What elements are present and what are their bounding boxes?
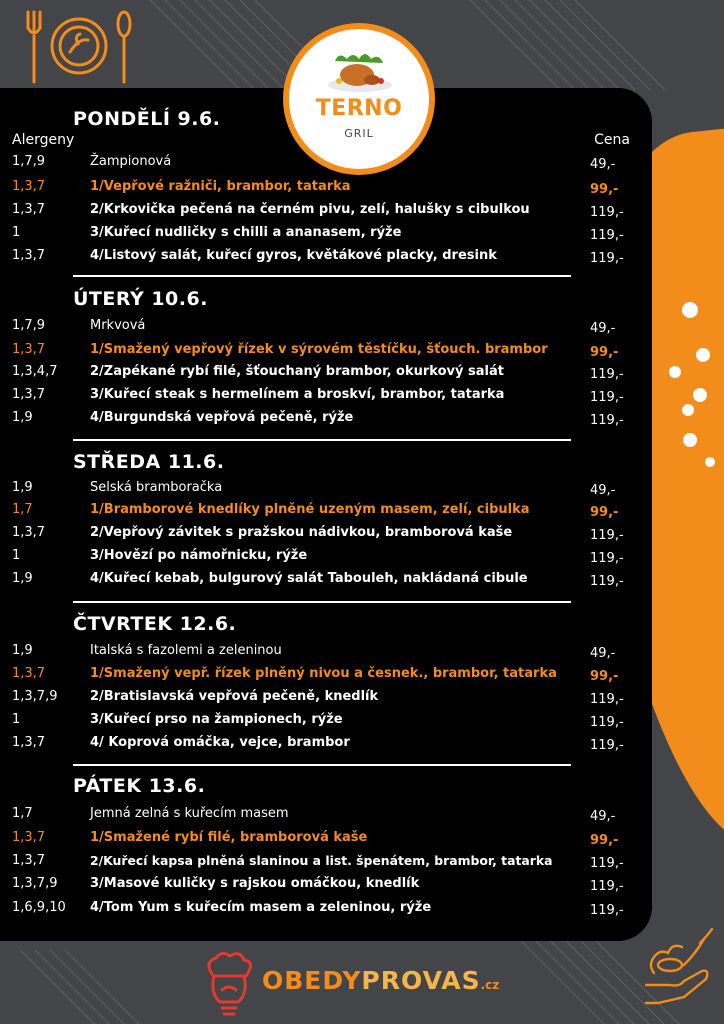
allergens: 1,7 (12, 806, 33, 821)
menu-row (0, 733, 652, 755)
allergens-header: Alergeny (12, 132, 75, 148)
allergens: 1 (12, 548, 21, 563)
price: 119,- (590, 551, 624, 566)
dish-name: Selská bramboračka (90, 480, 223, 495)
price: 49,- (590, 157, 616, 172)
price: 119,- (590, 367, 624, 382)
dish-name: 4/Listový salát, kuřecí gyros, květákové placky, dresink (90, 248, 497, 263)
dish-name: 3/Kuřecí steak s hermelínem a broskví, brambor, tatarka (90, 387, 505, 402)
allergens: 1,3,7,9 (12, 876, 58, 891)
menu-row (0, 898, 652, 920)
day-title: PÁTEK 13.6. (73, 775, 206, 797)
allergens: 1,3,7 (12, 179, 46, 194)
allergens: 1,6,9,10 (12, 900, 66, 915)
price: 119,- (590, 574, 624, 589)
menu-row (0, 874, 652, 896)
menu-row (0, 664, 652, 686)
allergens: 1,3,7 (12, 202, 46, 217)
price: 119,- (590, 856, 624, 871)
day-title: PONDĚLÍ 9.6. (73, 108, 221, 130)
menu-row (0, 828, 652, 850)
allergens: 1,7 (12, 502, 33, 517)
dish-name: 1/Smažený vepřový řízek v sýrovém těstíčku, šťouch. brambor (90, 342, 548, 357)
allergens: 1,9 (12, 410, 33, 425)
price: 119,- (590, 692, 624, 707)
price: 49,- (590, 321, 616, 336)
dish-name: Jemná zelná s kuřecím masem (90, 806, 289, 821)
section-divider (73, 601, 571, 603)
price: 119,- (590, 413, 624, 428)
menu-row (0, 362, 652, 384)
menu-row (0, 385, 652, 407)
menu-row (0, 223, 652, 245)
footer-brand (262, 966, 499, 995)
logo-subtitle: GRIL (344, 127, 374, 140)
day-title: ÚTERÝ 10.6. (73, 288, 208, 310)
menu-row (0, 152, 652, 174)
dish-name: 2/Vepřový závitek s pražskou nádivkou, bramborová kaše (90, 525, 513, 540)
allergens: 1 (12, 225, 21, 240)
menu-row (0, 340, 652, 362)
brand-tld: .cz (480, 978, 500, 992)
menu-row (0, 523, 652, 545)
price: 119,- (590, 390, 624, 405)
menu-row (0, 500, 652, 522)
logo-title: TERNO (315, 96, 403, 121)
hand-food-icon (640, 925, 724, 1024)
price: 119,- (590, 879, 624, 894)
dish-name: 3/Kuřecí prso na žampionech, rýže (90, 712, 343, 727)
price: 119,- (590, 228, 624, 243)
allergens: 1,3,7 (12, 735, 46, 750)
dish-name: Mrkvová (90, 318, 146, 333)
menu-row (0, 316, 652, 338)
price: 119,- (590, 528, 624, 543)
price: 119,- (590, 715, 624, 730)
plate-cutlery-icon (20, 8, 138, 88)
price: 99,- (590, 669, 619, 684)
menu-row (0, 710, 652, 732)
allergens: 1,3,4,7 (12, 364, 58, 379)
menu-row (0, 177, 652, 199)
brand-part-2: PROVAS (361, 966, 481, 995)
allergens: 1,3,7 (12, 342, 46, 357)
price: 119,- (590, 903, 624, 918)
price: 49,- (590, 646, 616, 661)
day-title: STŘEDA 11.6. (73, 451, 225, 473)
dish-name: 1/Smažený vepř. řízek plněný nivou a česnek., brambor, tatarka (90, 666, 557, 681)
menu-row (0, 641, 652, 663)
section-divider (73, 764, 571, 766)
dish-name: 4/Burgundská vepřová pečeně, rýže (90, 410, 354, 425)
allergens: 1,3,7 (12, 830, 46, 845)
allergens: 1,7,9 (12, 154, 46, 169)
roast-chicken-icon (325, 47, 395, 95)
price: 99,- (590, 345, 619, 360)
menu-row (0, 546, 652, 568)
allergens: 1,9 (12, 643, 33, 658)
dish-name: 4/ Koprová omáčka, vejce, brambor (90, 735, 350, 750)
day-title: ČTVRTEK 12.6. (73, 613, 237, 635)
menu-row (0, 687, 652, 709)
price: 49,- (590, 809, 616, 824)
price-header: Cena (594, 132, 630, 148)
chef-bulb-icon (200, 950, 258, 1022)
dish-name: 2/Zapékané rybí filé, šťouchaný brambor, okurkový salát (90, 364, 504, 379)
menu-row (0, 408, 652, 430)
allergens: 1,3,7 (12, 666, 46, 681)
allergens: 1,3,7 (12, 248, 46, 263)
menu-row (0, 804, 652, 826)
dish-name: 1/Bramborové knedlíky plněné uzeným masem, zelí, cibulka (90, 502, 530, 517)
dish-name: 3/Masové kuličky s rajskou omáčkou, knedlík (90, 876, 420, 891)
allergens: 1,3,7,9 (12, 689, 58, 704)
menu-row (0, 246, 652, 268)
dish-name: Italská s fazolemi a zeleninou (90, 643, 282, 658)
price: 49,- (590, 483, 616, 498)
allergens: 1,3,7 (12, 853, 46, 868)
section-divider (73, 275, 571, 277)
menu-row (0, 569, 652, 591)
dish-name: Žampionová (90, 154, 172, 169)
dish-name: 4/Kuřecí kebab, bulgurový salát Tabouleh, nakládaná cibule (90, 571, 528, 586)
price: 99,- (590, 182, 619, 197)
allergens: 1,9 (12, 571, 33, 586)
brand-part-1: OBEDY (262, 966, 362, 995)
price: 119,- (590, 251, 624, 266)
allergens: 1,9 (12, 480, 33, 495)
section-divider (73, 439, 571, 441)
dish-name: 3/Kuřecí nudličky s chilli a ananasem, rýže (90, 225, 402, 240)
menu-row (0, 851, 652, 873)
dish-name: 1/Smažené rybí filé, bramborová kaše (90, 830, 368, 845)
dish-name: 3/Hovězí po námořnicku, rýže (90, 548, 308, 563)
price: 119,- (590, 738, 624, 753)
menu-row (0, 478, 652, 500)
column-headers (12, 132, 630, 148)
price: 99,- (590, 505, 619, 520)
dish-name: 2/Kuřecí kapsa plněná slaninou a list. špenátem, brambor, tatarka (90, 853, 553, 868)
allergens: 1,3,7 (12, 525, 46, 540)
dish-name: 4/Tom Yum s kuřecím masem a zeleninou, rýže (90, 900, 432, 915)
allergens: 1,3,7 (12, 387, 46, 402)
allergens: 1 (12, 712, 21, 727)
menu-row (0, 200, 652, 222)
allergens: 1,7,9 (12, 318, 46, 333)
dish-name: 2/Krkovička pečená na černém pivu, zelí, halušky s cibulkou (90, 202, 530, 217)
price: 119,- (590, 205, 624, 220)
price: 99,- (590, 833, 619, 848)
dish-name: 2/Bratislavská vepřová pečeně, knedlík (90, 689, 379, 704)
dish-name: 1/Vepřové ražniči, brambor, tatarka (90, 179, 351, 194)
